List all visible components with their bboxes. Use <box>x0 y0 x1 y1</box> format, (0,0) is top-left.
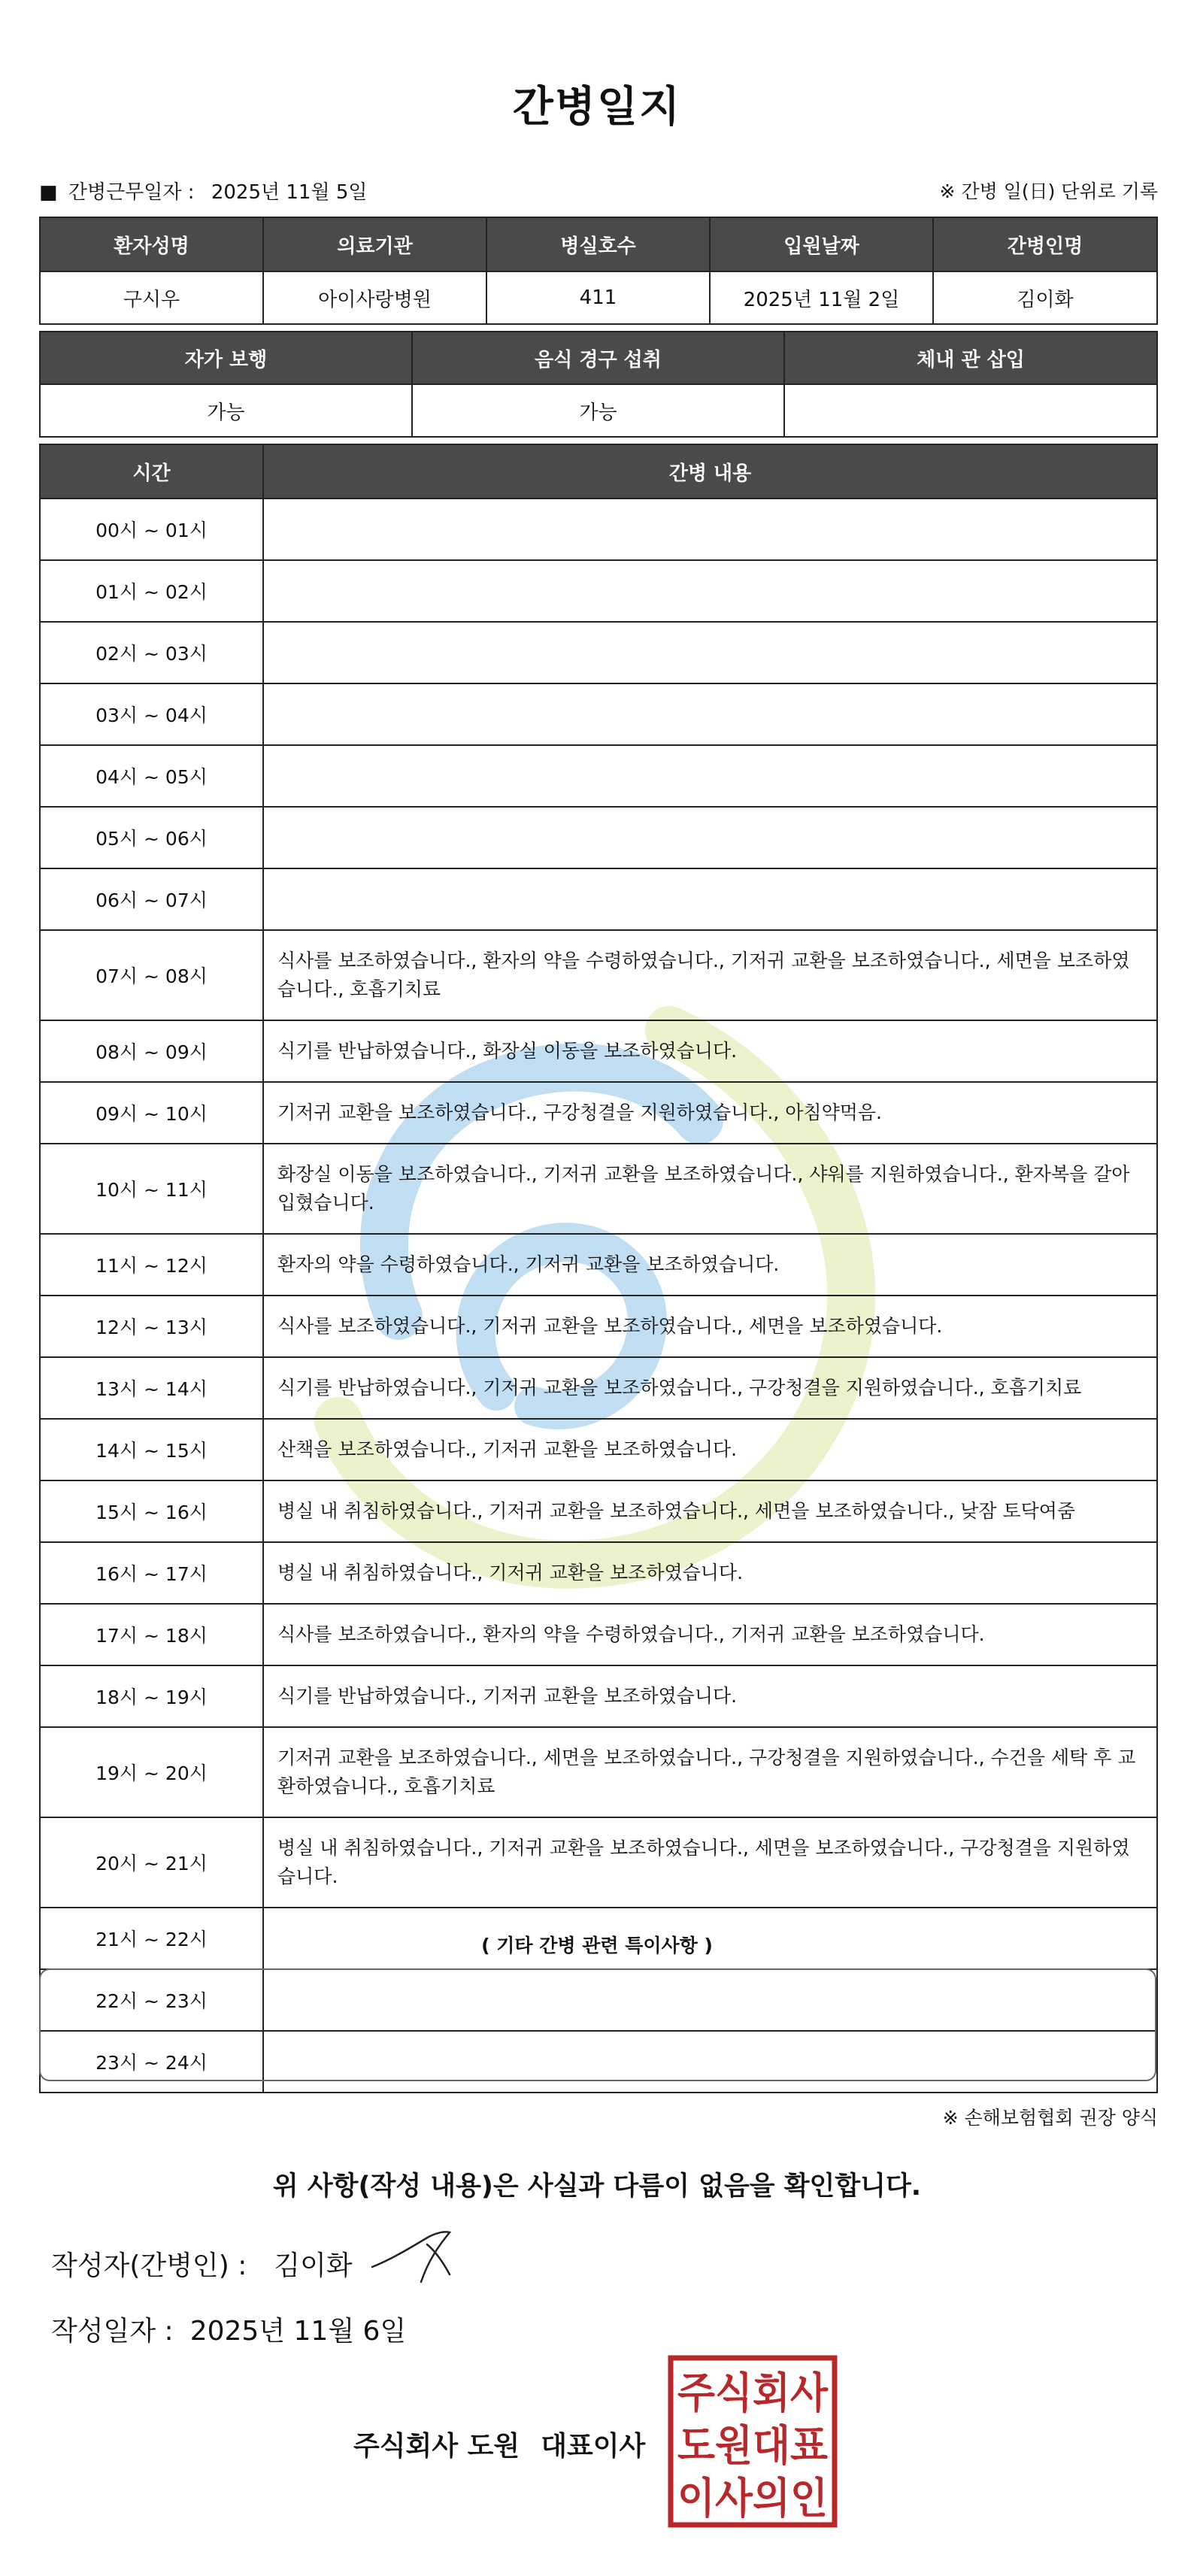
time-slot: 09시 ~ 10시 <box>40 1082 263 1144</box>
care-content: 환자의 약을 수령하였습니다., 기저귀 교환을 보조하였습니다. <box>263 1234 1157 1296</box>
writer-name: 김이화 <box>274 2250 353 2281</box>
care-content <box>263 560 1157 622</box>
time-slot: 18시 ~ 19시 <box>40 1665 263 1727</box>
ceo-title: 대표이사 <box>541 2431 646 2462</box>
header-care-content: 간병 내용 <box>263 444 1157 499</box>
company-name: 주식회사 도원 <box>353 2431 520 2462</box>
company-line <box>353 2425 645 2463</box>
table-row <box>40 1144 1157 1234</box>
table-row <box>40 499 1157 560</box>
time-slot: 01시 ~ 02시 <box>40 560 263 622</box>
table-row <box>40 1542 1157 1604</box>
care-content: 식기를 반납하였습니다., 기저귀 교환을 보조하였습니다., 구강청결을 지원하였습니다., 호흡기치료 <box>263 1357 1157 1419</box>
table-row <box>40 1727 1157 1817</box>
care-content: 식사를 보조하였습니다., 환자의 약을 수령하였습니다., 기저귀 교환을 보조하였습니다., 세면을 보조하였습니다., 호흡기치료 <box>263 930 1157 1020</box>
header-room: 병실호수 <box>486 217 710 271</box>
time-slot: 11시 ~ 12시 <box>40 1234 263 1296</box>
seal-text-line: 이사의인 <box>677 2474 828 2523</box>
time-slot: 10시 ~ 11시 <box>40 1144 263 1234</box>
care-content: 식기를 반납하였습니다., 화장실 이동을 보조하였습니다. <box>263 1020 1157 1082</box>
time-slot: 07시 ~ 08시 <box>40 930 263 1020</box>
table-row <box>40 1020 1157 1082</box>
admit-date: 2025년 11월 2일 <box>710 271 933 324</box>
care-content <box>263 683 1157 745</box>
time-slot: 02시 ~ 03시 <box>40 622 263 683</box>
care-content: 기저귀 교환을 보조하였습니다., 세면을 보조하였습니다., 구강청결을 지원하였습니다., 수건을 세탁 후 교환하였습니다., 호흡기치료 <box>263 1727 1157 1817</box>
write-date-line <box>51 2310 406 2348</box>
square-bullet-icon: ■ <box>39 181 58 204</box>
table-row <box>40 1419 1157 1480</box>
care-content <box>263 745 1157 807</box>
care-content: 식기를 반납하였습니다., 기저귀 교환을 보조하였습니다. <box>263 1665 1157 1727</box>
care-log-table <box>39 444 1158 2093</box>
time-slot: 00시 ~ 01시 <box>40 499 263 560</box>
care-content: 병실 내 취침하였습니다., 기저귀 교환을 보조하였습니다., 세면을 보조하였습니다., 구강청결을 지원하였습니다. <box>263 1817 1157 1908</box>
time-slot: 21시 ~ 22시 <box>40 1908 263 1969</box>
time-slot: 15시 ~ 16시 <box>40 1480 263 1542</box>
table-row <box>40 1817 1157 1908</box>
time-slot: 20시 ~ 21시 <box>40 1817 263 1908</box>
time-slot: 05시 ~ 06시 <box>40 807 263 868</box>
header-caregiver: 간병인명 <box>933 217 1157 271</box>
company-seal-stamp <box>668 2355 838 2528</box>
self-walking-value: 가능 <box>40 384 412 437</box>
time-slot: 08시 ~ 09시 <box>40 1020 263 1082</box>
care-content <box>263 499 1157 560</box>
time-slot: 23시 ~ 24시 <box>40 2031 263 2093</box>
time-slot: 04시 ~ 05시 <box>40 745 263 807</box>
misc-notes-label: ( 기타 간병 관련 특이사항 ) <box>481 1935 713 1956</box>
care-content: 식사를 보조하였습니다., 환자의 약을 수령하였습니다., 기저귀 교환을 보조하였습니다. <box>263 1604 1157 1665</box>
caregiver-name: 김이화 <box>933 271 1157 324</box>
table-row <box>40 1604 1157 1665</box>
time-slot: 22시 ~ 23시 <box>40 1969 263 2031</box>
table-row <box>40 1357 1157 1419</box>
header-time: 시간 <box>40 444 263 499</box>
time-slot: 06시 ~ 07시 <box>40 868 263 930</box>
document-title: 간병일지 <box>512 83 682 132</box>
table-row <box>40 745 1157 807</box>
time-slot: 14시 ~ 15시 <box>40 1419 263 1480</box>
seal-text-line: 도원대표 <box>677 2422 828 2471</box>
time-slot: 13시 ~ 14시 <box>40 1357 263 1419</box>
table-row <box>40 1665 1157 1727</box>
table-row <box>40 1082 1157 1144</box>
table-row <box>40 930 1157 1020</box>
header-tube-insertion: 체내 관 삽입 <box>784 332 1157 384</box>
writer-label: 작성자(간병인) : <box>51 2250 247 2281</box>
patient-status-table <box>39 331 1158 438</box>
care-content: 기저귀 교환을 보조하였습니다., 구강청결을 지원하였습니다., 아침약먹음. <box>263 1082 1157 1144</box>
room-number: 411 <box>486 271 710 324</box>
care-content: 산책을 보조하였습니다., 기저귀 교환을 보조하였습니다. <box>263 1419 1157 1480</box>
unit-note: ※ 간병 일(日) 단위로 기록 <box>939 180 1158 202</box>
hospital-name: 아이사랑병원 <box>263 271 486 324</box>
seal-text-line: 주식회사 <box>677 2369 829 2418</box>
handwritten-signature <box>368 2222 466 2290</box>
header-oral-intake: 음식 경구 섭취 <box>412 332 784 384</box>
work-date <box>39 177 368 205</box>
work-date-label: 간병근무일자 : <box>68 181 195 204</box>
table-row <box>40 1296 1157 1357</box>
work-date-value: 2025년 11월 5일 <box>211 181 368 204</box>
care-content <box>263 807 1157 868</box>
tube-insertion-value <box>784 384 1157 437</box>
time-slot: 03시 ~ 04시 <box>40 683 263 745</box>
header-patient-name: 환자성명 <box>40 217 263 271</box>
table-row <box>40 807 1157 868</box>
write-date-value: 2025년 11월 6일 <box>189 2316 407 2347</box>
header-admit-date: 입원날짜 <box>710 217 933 271</box>
care-content: 화장실 이동을 보조하였습니다., 기저귀 교환을 보조하였습니다., 샤워를 지원하였습니다., 환자복을 갈아입혔습니다. <box>263 1144 1157 1234</box>
confirmation-statement: 위 사항(작성 내용)은 사실과 다름이 없음을 확인합니다. <box>272 2171 922 2202</box>
header-hospital: 의료기관 <box>263 217 486 271</box>
time-slot: 17시 ~ 18시 <box>40 1604 263 1665</box>
header-self-walking: 자가 보행 <box>40 332 412 384</box>
care-content <box>263 622 1157 683</box>
time-slot: 19시 ~ 20시 <box>40 1727 263 1817</box>
table-row <box>40 1480 1157 1542</box>
write-date-label: 작성일자 : <box>51 2316 174 2347</box>
oral-intake-value: 가능 <box>412 384 784 437</box>
table-row <box>40 622 1157 683</box>
patient-name: 구시우 <box>40 271 263 324</box>
table-row <box>40 1234 1157 1296</box>
table-row <box>40 683 1157 745</box>
writer-line <box>51 2244 353 2283</box>
table-row <box>40 560 1157 622</box>
patient-info-table <box>39 217 1158 325</box>
misc-notes-box <box>39 1968 1156 2081</box>
care-content: 병실 내 취침하였습니다., 기저귀 교환을 보조하였습니다., 세면을 보조하였습니다., 낮잠 토닥여줌 <box>263 1480 1157 1542</box>
care-content <box>263 868 1157 930</box>
time-slot: 12시 ~ 13시 <box>40 1296 263 1357</box>
time-slot: 16시 ~ 17시 <box>40 1542 263 1604</box>
care-content: 병실 내 취침하였습니다., 기저귀 교환을 보조하였습니다. <box>263 1542 1157 1604</box>
form-note: ※ 손해보험협회 권장 양식 <box>942 2107 1158 2129</box>
care-content: 식사를 보조하였습니다., 기저귀 교환을 보조하였습니다., 세면을 보조하였습니다. <box>263 1296 1157 1357</box>
table-row <box>40 868 1157 930</box>
